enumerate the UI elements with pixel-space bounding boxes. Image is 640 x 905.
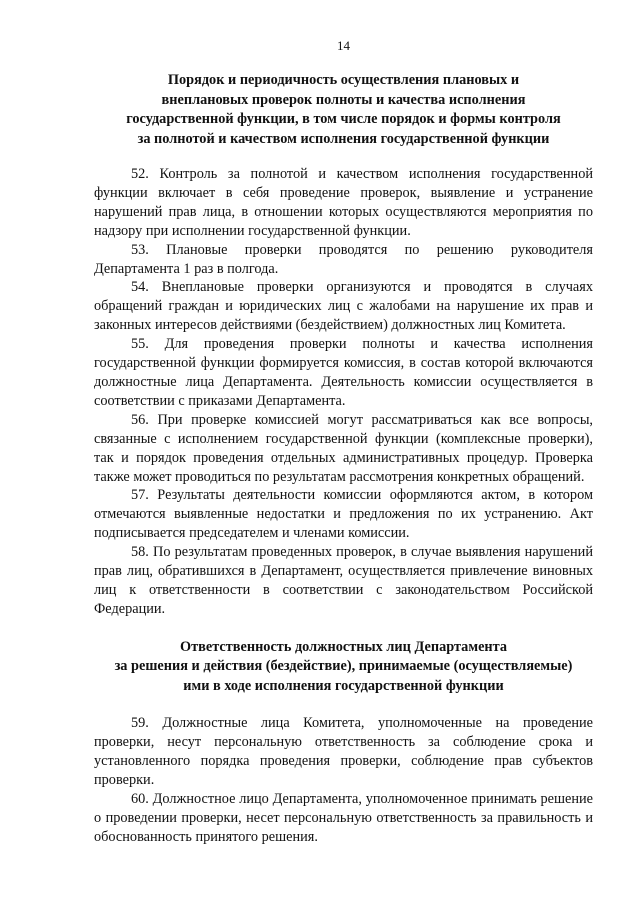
paragraph-56: 56. При проверке комиссией могут рассматриваться как все вопросы, связанные с исполнением государственной функции (комплексные проверки), так и порядок проведения отдельных административных процедур. Проверка также может проводиться по результатам рассмотрения конкретных обращений.	[94, 411, 593, 485]
paragraph-53: 53. Плановые проверки проводятся по решению руководителя Департамента 1 раз в полгода.	[94, 241, 593, 277]
paragraph-57: 57. Результаты деятельности комиссии оформляются актом, в котором отмечаются выявленные недостатки и предложения по их устранению. Акт подписывается председателем и членами комиссии.	[94, 487, 593, 542]
page-number: 14	[337, 38, 350, 53]
section-heading-responsibility	[94, 638, 593, 697]
paragraph-52: 52. Контроль за полнотой и качеством исполнения государственной функции включает в себя проведение проверок, выявление и устранение нарушений прав лица, в отношении которых осуществляются мероприятия по надзору при исполнении государственной функции.	[94, 166, 593, 239]
paragraph-54: 54. Внеплановые проверки организуются и проводятся в случаях обращений граждан и юридических лиц с жалобами на нарушение их прав и законных интересов действиями (бездействием) должностных лиц Комитета.	[94, 279, 593, 334]
heading-line: за полнотой и качеством исполнения государственной функции	[137, 130, 550, 147]
paragraph-58: 58. По результатам проведенных проверок, в случае выявления нарушений прав лиц, обратившихся в Департамент, осуществляется привлечение виновных лиц к ответственности в соответствии с законодательством Российской Федерации.	[94, 544, 593, 617]
heading-line: внеплановых проверок полноты и качества исполнения	[161, 91, 526, 108]
heading-line: за решения и действия (бездействие), принимаемые (осуществляемые)	[114, 658, 573, 675]
heading-line: Порядок и периодичность осуществления плановых и	[167, 72, 520, 88]
paragraph-60: 60. Должностное лицо Департамента, уполномоченное принимать решение о проведении проверки, несет персональную ответственность за правильность и обоснованность принятого решения.	[94, 790, 593, 845]
paragraph-59: 59. Должностные лица Комитета, уполномоченные на проведение проверки, несут персональную ответственность за соблюдение срока и установленного порядка проведения проверки, соблюдение прав субъектов проверки.	[94, 715, 593, 788]
heading-line: ими в ходе исполнения государственной функции	[183, 677, 504, 694]
paragraph-55: 55. Для проведения проверки полноты и качества исполнения государственной функции формируется комиссия, в состав которой включаются должностные лица Департамента. Деятельность комиссии осуществляется в соответствии с приказами Департамента.	[94, 336, 593, 409]
heading-line: государственной функции, в том числе порядок и формы контроля	[126, 111, 561, 127]
heading-line: Ответственность должностных лиц Департамента	[179, 638, 507, 655]
section-heading-inspections	[94, 71, 593, 149]
